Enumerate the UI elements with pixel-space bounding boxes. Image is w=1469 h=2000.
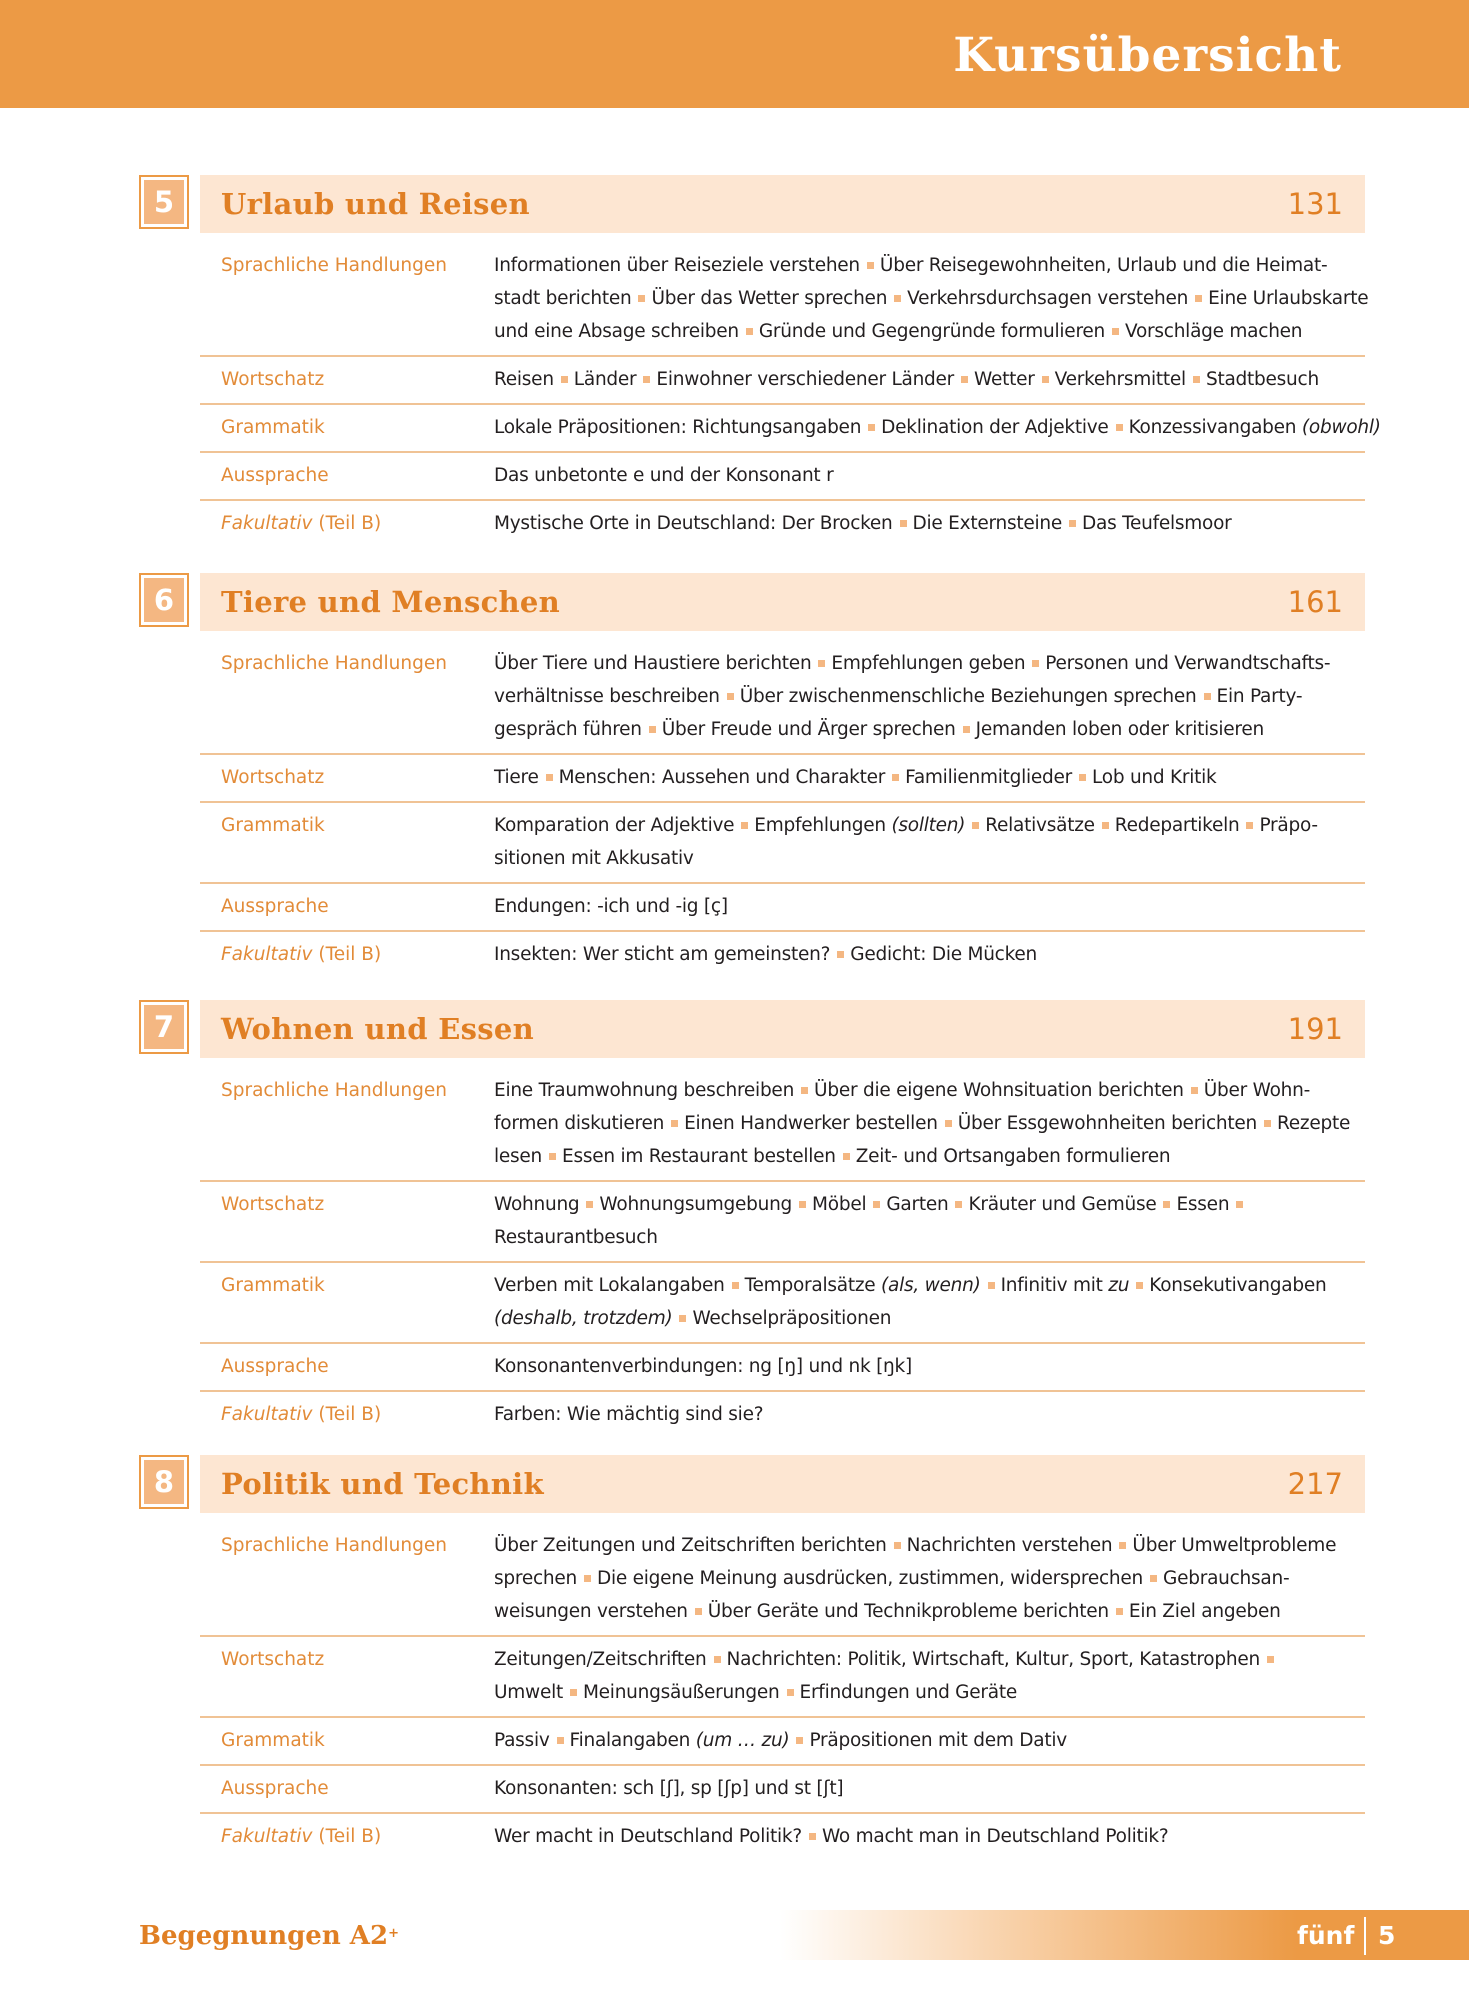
- topic-label: Wortschatz: [221, 767, 325, 788]
- footer-page-number: 5: [1378, 1921, 1396, 1950]
- bullet-separator-icon: [1163, 1201, 1170, 1208]
- content-line: Über Tiere und Haustiere berichten Empfehlungen geben Personen und Verwandtschafts-: [494, 653, 1331, 674]
- topic-row-wortschatz: [200, 1635, 1365, 1716]
- unit-page-number: 161: [1287, 585, 1343, 619]
- topic-row-wortschatz: [200, 753, 1365, 801]
- topic-content: [494, 411, 1381, 444]
- unit-title: Tiere und Menschen: [221, 585, 561, 619]
- content-line: lesen Essen im Restaurant bestellen Zeit- und Ortsangaben formulieren: [494, 1146, 1171, 1167]
- bullet-separator-icon: [1116, 1608, 1123, 1615]
- bullet-separator-icon: [809, 1833, 816, 1840]
- content-line: Wer macht in Deutschland Politik? Wo macht man in Deutschland Politik?: [494, 1826, 1169, 1847]
- unit-7: [0, 1000, 1469, 1438]
- topic-row-aussprache: [200, 1764, 1365, 1812]
- topic-content: [494, 1820, 1365, 1853]
- topic-label: Fakultativ (Teil B): [221, 513, 382, 534]
- topic-row-grammatik: [200, 801, 1365, 882]
- bullet-separator-icon: [741, 822, 748, 829]
- content-line: Zeitungen/Zeitschriften Nachrichten: Politik, Wirtschaft, Kultur, Sport, Katastrophen: [494, 1643, 1365, 1676]
- topic-content: [494, 809, 1365, 875]
- bullet-separator-icon: [546, 774, 553, 781]
- topic-label: Aussprache: [221, 1778, 329, 1799]
- topic-label: Sprachliche Handlungen: [221, 1535, 447, 1556]
- topic-row-fakultativ-teil-b: [200, 1812, 1365, 1860]
- content-line: Insekten: Wer sticht am gemeinsten? Gedicht: Die Mücken: [494, 944, 1038, 965]
- unit-title: Wohnen und Essen: [221, 1012, 534, 1046]
- topic-row-grammatik: [200, 1716, 1365, 1764]
- bullet-separator-icon: [945, 1120, 952, 1127]
- bullet-separator-icon: [1032, 660, 1039, 667]
- bullet-separator-icon: [561, 376, 568, 383]
- bullet-separator-icon: [843, 1153, 850, 1160]
- unit-title-bar: [200, 573, 1365, 631]
- topic-content: [494, 363, 1365, 396]
- topic-label: Grammatik: [221, 417, 325, 438]
- bullet-separator-icon: [584, 1575, 591, 1582]
- unit-title-bar: [200, 175, 1365, 233]
- bullet-separator-icon: [1079, 774, 1086, 781]
- topic-label: Wortschatz: [221, 1649, 325, 1670]
- unit-title: Urlaub und Reisen: [221, 187, 530, 221]
- bullet-separator-icon: [1136, 1282, 1143, 1289]
- page-title: Kursübersicht: [953, 28, 1342, 83]
- topic-label: Wortschatz: [221, 369, 325, 390]
- bullet-separator-icon: [1246, 822, 1253, 829]
- topic-content: [494, 459, 1365, 492]
- bullet-separator-icon: [638, 295, 645, 302]
- bullet-separator-icon: [1191, 1087, 1198, 1094]
- topic-content: [494, 1724, 1365, 1757]
- content-line: verhältnisse beschreiben Über zwischenmenschliche Beziehungen sprechen Ein Party-: [494, 686, 1303, 707]
- bullet-separator-icon: [818, 660, 825, 667]
- topic-content: [494, 1398, 1365, 1431]
- content-line: (deshalb, trotzdem) Wechselpräpositionen: [494, 1308, 892, 1329]
- bullet-separator-icon: [900, 520, 907, 527]
- bullet-separator-icon: [727, 693, 734, 700]
- content-line: gespräch führen Über Freude und Ärger sprechen Jemanden loben oder kritisieren: [494, 719, 1264, 740]
- bullet-separator-icon: [787, 1689, 794, 1696]
- topic-row-sprachliche-handlungen: [200, 1068, 1365, 1180]
- unit-header: [0, 573, 1469, 631]
- bullet-separator-icon: [1264, 1120, 1271, 1127]
- content-line: Das unbetonte e und der Konsonant r: [494, 465, 834, 486]
- topic-label: Aussprache: [221, 896, 329, 917]
- topic-row-grammatik: [200, 1261, 1365, 1342]
- bullet-separator-icon: [1236, 1201, 1243, 1208]
- content-line: sitionen mit Akkusativ: [494, 848, 694, 869]
- bullet-separator-icon: [1195, 295, 1202, 302]
- content-line: Konsonantenverbindungen: ng [ŋ] und nk [ŋk]: [494, 1356, 912, 1377]
- bullet-separator-icon: [557, 1737, 564, 1744]
- content-line: Verben mit Lokalangaben Temporalsätze (als, wenn) Infinitiv mit zu Konsekutivangaben: [494, 1275, 1327, 1296]
- content-line: Endungen: -ich und -ig [ç]: [494, 896, 728, 917]
- bullet-separator-icon: [695, 1608, 702, 1615]
- topic-row-grammatik: [200, 403, 1381, 451]
- topic-content: [494, 647, 1365, 746]
- topic-content: [494, 1350, 1365, 1383]
- bullet-separator-icon: [1193, 376, 1200, 383]
- bullet-separator-icon: [671, 1120, 678, 1127]
- footer-page-word: fünf: [1297, 1921, 1355, 1950]
- bullet-separator-icon: [714, 1656, 721, 1663]
- unit-8: [0, 1455, 1469, 1860]
- topic-label: Aussprache: [221, 1356, 329, 1377]
- bullet-separator-icon: [1112, 328, 1119, 335]
- topic-content: [494, 761, 1365, 794]
- content-line: Wohnung Wohnungsumgebung Möbel Garten Kräuter und Gemüse Essen: [494, 1188, 1365, 1221]
- bullet-separator-icon: [679, 1315, 686, 1322]
- topic-row-fakultativ-teil-b: [200, 1390, 1365, 1438]
- content-line: Über Zeitungen und Zeitschriften berichten Nachrichten verstehen Über Umweltprobleme: [494, 1535, 1337, 1556]
- topic-label: Fakultativ (Teil B): [221, 944, 382, 965]
- bullet-separator-icon: [988, 1282, 995, 1289]
- bullet-separator-icon: [1150, 1575, 1157, 1582]
- unit-title-bar: [200, 1455, 1365, 1513]
- topic-content: [494, 1772, 1365, 1805]
- content-line: Konsonanten: sch [ʃ], sp [ʃp] und st [ʃt]: [494, 1778, 844, 1799]
- unit-number-badge: 7: [139, 1000, 189, 1054]
- unit-number-badge: 6: [139, 573, 189, 627]
- content-line: Tiere Menschen: Aussehen und Charakter Familienmitglieder Lob und Kritik: [494, 767, 1217, 788]
- unit-number-badge: 8: [139, 1455, 189, 1509]
- topic-content: [494, 938, 1365, 971]
- bullet-separator-icon: [868, 424, 875, 431]
- topic-content: [494, 1188, 1365, 1254]
- unit-page-number: 217: [1287, 1467, 1343, 1501]
- unit-rows: [200, 1068, 1365, 1438]
- bullet-separator-icon: [649, 726, 656, 733]
- topic-content: [494, 507, 1365, 540]
- bullet-separator-icon: [801, 1087, 808, 1094]
- content-line: und eine Absage schreiben Gründe und Gegengründe formulieren Vorschläge machen: [494, 321, 1303, 342]
- topic-row-sprachliche-handlungen: [200, 641, 1365, 753]
- bullet-separator-icon: [972, 822, 979, 829]
- unit-header: [0, 1455, 1469, 1513]
- unit-5: [0, 175, 1469, 547]
- topic-row-aussprache: [200, 882, 1365, 930]
- content-line: Umwelt Meinungsäußerungen Erfindungen und Geräte: [494, 1682, 1017, 1703]
- topic-content: [494, 890, 1365, 923]
- unit-page-number: 191: [1287, 1012, 1343, 1046]
- topic-label: Grammatik: [221, 1730, 325, 1751]
- unit-header: [0, 1000, 1469, 1058]
- bullet-separator-icon: [643, 376, 650, 383]
- topic-content: [494, 1074, 1365, 1173]
- bullet-separator-icon: [796, 1737, 803, 1744]
- footer-brand: Begegnungen A2+: [139, 1921, 399, 1951]
- bullet-separator-icon: [867, 262, 874, 269]
- topic-row-aussprache: [200, 451, 1365, 499]
- bullet-separator-icon: [732, 1282, 739, 1289]
- bullet-separator-icon: [894, 1542, 901, 1549]
- topic-label: Grammatik: [221, 815, 325, 836]
- unit-6: [0, 573, 1469, 978]
- content-line: weisungen verstehen Über Geräte und Technikprobleme berichten Ein Ziel angeben: [494, 1601, 1281, 1622]
- content-line: formen diskutieren Einen Handwerker bestellen Über Essgewohnheiten berichten Rezepte: [494, 1113, 1351, 1134]
- bullet-separator-icon: [837, 951, 844, 958]
- topic-row-sprachliche-handlungen: [200, 1523, 1365, 1635]
- unit-rows: [200, 1523, 1365, 1860]
- content-line: Lokale Präpositionen: Richtungsangaben Deklination der Adjektive Konzessivangaben (obwohl): [494, 417, 1381, 438]
- content-line: Restaurantbesuch: [494, 1227, 658, 1248]
- unit-number-badge: 5: [139, 175, 189, 229]
- bullet-separator-icon: [1102, 822, 1109, 829]
- content-line: Eine Traumwohnung beschreiben Über die eigene Wohnsituation berichten Über Wohn-: [494, 1080, 1311, 1101]
- unit-rows: [200, 243, 1381, 547]
- topic-content: [494, 1529, 1365, 1628]
- bullet-separator-icon: [586, 1201, 593, 1208]
- topic-label: Sprachliche Handlungen: [221, 1080, 447, 1101]
- topic-label: Sprachliche Handlungen: [221, 255, 447, 276]
- bullet-separator-icon: [746, 328, 753, 335]
- bullet-separator-icon: [894, 295, 901, 302]
- content-line: Informationen über Reiseziele verstehen Über Reisegewohnheiten, Urlaub und die Heimat-: [494, 255, 1328, 276]
- bullet-separator-icon: [570, 1689, 577, 1696]
- unit-header: [0, 175, 1469, 233]
- bullet-separator-icon: [955, 1201, 962, 1208]
- bullet-separator-icon: [892, 774, 899, 781]
- topic-label: Sprachliche Handlungen: [221, 653, 447, 674]
- bullet-separator-icon: [1204, 693, 1211, 700]
- unit-rows: [200, 641, 1365, 978]
- bullet-separator-icon: [1119, 1542, 1126, 1549]
- bullet-separator-icon: [1069, 520, 1076, 527]
- topic-label: Wortschatz: [221, 1194, 325, 1215]
- topic-label: Grammatik: [221, 1275, 325, 1296]
- bullet-separator-icon: [1116, 424, 1123, 431]
- unit-page-number: 131: [1287, 187, 1343, 221]
- topic-label: Fakultativ (Teil B): [221, 1826, 382, 1847]
- content-line: stadt berichten Über das Wetter sprechen Verkehrsdurchsagen verstehen Eine Urlaubskarte: [494, 288, 1369, 309]
- content-line: sprechen Die eigene Meinung ausdrücken, zustimmen, widersprechen Gebrauchsan-: [494, 1568, 1290, 1589]
- topic-label: Fakultativ (Teil B): [221, 1404, 382, 1425]
- bullet-separator-icon: [873, 1201, 880, 1208]
- topic-content: [494, 1643, 1365, 1709]
- content-line: Reisen Länder Einwohner verschiedener Länder Wetter Verkehrsmittel Stadtbesuch: [494, 369, 1319, 390]
- topic-content: [494, 1269, 1365, 1335]
- footer-divider: [1364, 1917, 1366, 1955]
- bullet-separator-icon: [1267, 1656, 1274, 1663]
- bullet-separator-icon: [799, 1201, 806, 1208]
- topic-row-fakultativ-teil-b: [200, 930, 1365, 978]
- content-line: Komparation der Adjektive Empfehlungen (sollten) Relativsätze Redepartikeln Präpo-: [494, 815, 1318, 836]
- unit-title-bar: [200, 1000, 1365, 1058]
- topic-label: Aussprache: [221, 465, 329, 486]
- topic-row-wortschatz: [200, 355, 1365, 403]
- topic-row-aussprache: [200, 1342, 1365, 1390]
- content-line: Farben: Wie mächtig sind sie?: [494, 1404, 764, 1425]
- bullet-separator-icon: [963, 726, 970, 733]
- content-line: Passiv Finalangaben (um … zu) Präpositionen mit dem Dativ: [494, 1730, 1067, 1751]
- topic-content: [494, 249, 1368, 348]
- bullet-separator-icon: [961, 376, 968, 383]
- bullet-separator-icon: [549, 1153, 556, 1160]
- topic-row-fakultativ-teil-b: [200, 499, 1365, 547]
- content-line: Mystische Orte in Deutschland: Der Brocken Die Externsteine Das Teufelsmoor: [494, 513, 1232, 534]
- unit-title: Politik und Technik: [221, 1467, 544, 1501]
- topic-row-wortschatz: [200, 1180, 1365, 1261]
- topic-row-sprachliche-handlungen: [200, 243, 1369, 355]
- bullet-separator-icon: [1042, 376, 1049, 383]
